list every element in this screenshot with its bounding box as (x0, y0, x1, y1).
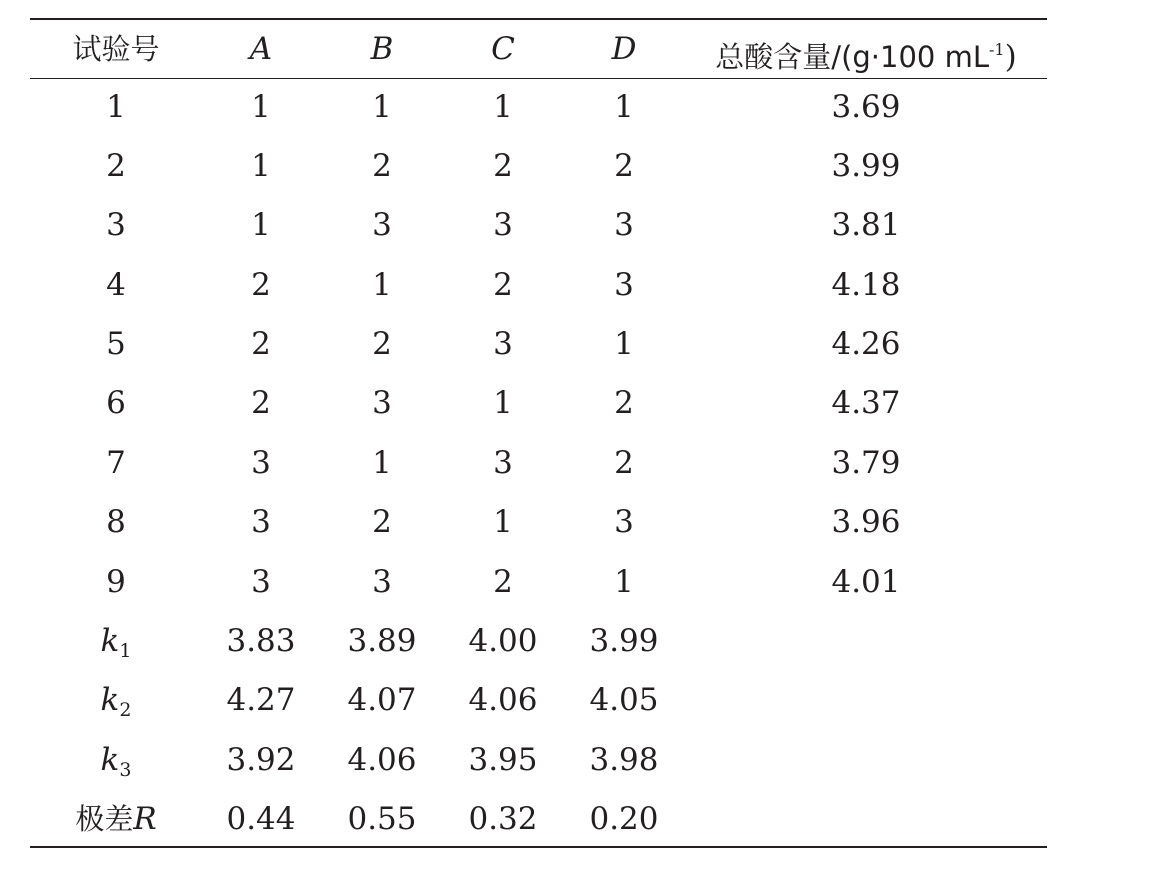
header-total-acid-exponent: -1 (989, 40, 1005, 59)
k-symbol: k (100, 742, 120, 778)
trial-number: 5 (106, 326, 126, 362)
factor-a-level: 1 (251, 207, 271, 243)
factor-d-level: 1 (614, 564, 634, 600)
range-label-symbol: R (133, 801, 157, 837)
factor-c-level: 3 (493, 445, 513, 481)
range-value-c: 0.32 (468, 801, 538, 837)
range-value-d: 0.20 (589, 801, 659, 837)
total-acid-value: 3.79 (831, 445, 901, 481)
factor-b-level: 1 (372, 267, 392, 303)
k-row-label (56, 671, 176, 730)
factor-c-level: 3 (493, 207, 513, 243)
factor-c-level: 2 (493, 564, 513, 600)
factor-b-level: 2 (372, 504, 392, 540)
k-value-a: 3.83 (226, 623, 296, 659)
total-acid-value: 3.96 (831, 504, 901, 540)
trial-number: 2 (106, 148, 126, 184)
total-acid-value: 4.18 (831, 267, 901, 303)
header-total-acid-close: ) (1004, 39, 1017, 75)
header-factor-c: C (491, 31, 515, 67)
k-value-a: 3.92 (226, 742, 296, 778)
k-value-d: 4.05 (589, 682, 659, 718)
factor-c-level: 1 (493, 385, 513, 421)
k-symbol: k (100, 623, 120, 659)
factor-d-level: 3 (614, 207, 634, 243)
factor-c-level: 2 (493, 148, 513, 184)
factor-d-level: 2 (614, 148, 634, 184)
factor-c-level: 1 (493, 89, 513, 125)
k-value-d: 3.99 (589, 623, 659, 659)
factor-a-level: 3 (251, 445, 271, 481)
factor-a-level: 1 (251, 89, 271, 125)
header-factor-d: D (611, 31, 637, 67)
k-subscript: 1 (119, 640, 132, 662)
range-value-a: 0.44 (226, 801, 296, 837)
k-value-c: 4.00 (468, 623, 538, 659)
total-acid-value: 4.37 (831, 385, 901, 421)
factor-d-level: 2 (614, 445, 634, 481)
header-trial: 试验号 (72, 32, 160, 66)
k-row-label (56, 731, 176, 790)
factor-c-level: 3 (493, 326, 513, 362)
total-acid-value: 3.81 (831, 207, 901, 243)
trial-number: 9 (106, 564, 126, 600)
k-subscript: 2 (119, 699, 132, 721)
header-total-acid (696, 20, 1036, 79)
range-label-text: 极差 (75, 802, 134, 836)
factor-a-level: 2 (251, 267, 271, 303)
trial-number: 8 (106, 504, 126, 540)
factor-b-level: 3 (372, 385, 392, 421)
k-value-b: 3.89 (347, 623, 417, 659)
factor-a-level: 2 (251, 326, 271, 362)
trial-number: 7 (106, 445, 126, 481)
factor-a-level: 3 (251, 564, 271, 600)
k-value-b: 4.07 (347, 682, 417, 718)
factor-a-level: 3 (251, 504, 271, 540)
factor-d-level: 2 (614, 385, 634, 421)
factor-d-level: 1 (614, 89, 634, 125)
factor-b-level: 3 (372, 564, 392, 600)
k-value-a: 4.27 (226, 682, 296, 718)
factor-b-level: 1 (372, 89, 392, 125)
k-value-d: 3.98 (589, 742, 659, 778)
factor-a-level: 2 (251, 385, 271, 421)
factor-d-level: 3 (614, 267, 634, 303)
total-acid-value: 4.26 (831, 326, 901, 362)
k-value-c: 4.06 (468, 682, 538, 718)
trial-number: 3 (106, 207, 126, 243)
factor-b-level: 3 (372, 207, 392, 243)
total-acid-value: 3.69 (831, 89, 901, 125)
factor-b-level: 2 (372, 326, 392, 362)
k-subscript: 3 (119, 759, 132, 781)
k-symbol: k (100, 682, 120, 718)
k-value-c: 3.95 (468, 742, 538, 778)
k-value-b: 4.06 (347, 742, 417, 778)
total-acid-value: 4.01 (831, 564, 901, 600)
factor-a-level: 1 (251, 148, 271, 184)
trial-number: 6 (106, 385, 126, 421)
factor-c-level: 2 (493, 267, 513, 303)
trial-number: 4 (106, 267, 126, 303)
k-row-label (56, 612, 176, 671)
range-value-b: 0.55 (347, 801, 417, 837)
factor-d-level: 3 (614, 504, 634, 540)
factor-d-level: 1 (614, 326, 634, 362)
trial-number: 1 (106, 89, 126, 125)
range-label (56, 790, 176, 849)
header-factor-b: B (370, 31, 394, 67)
header-total-acid-label: 总酸含量/(g·100 mL (715, 40, 989, 74)
factor-b-level: 2 (372, 148, 392, 184)
factor-c-level: 1 (493, 504, 513, 540)
header-factor-a: A (249, 31, 273, 67)
total-acid-value: 3.99 (831, 148, 901, 184)
factor-b-level: 1 (372, 445, 392, 481)
